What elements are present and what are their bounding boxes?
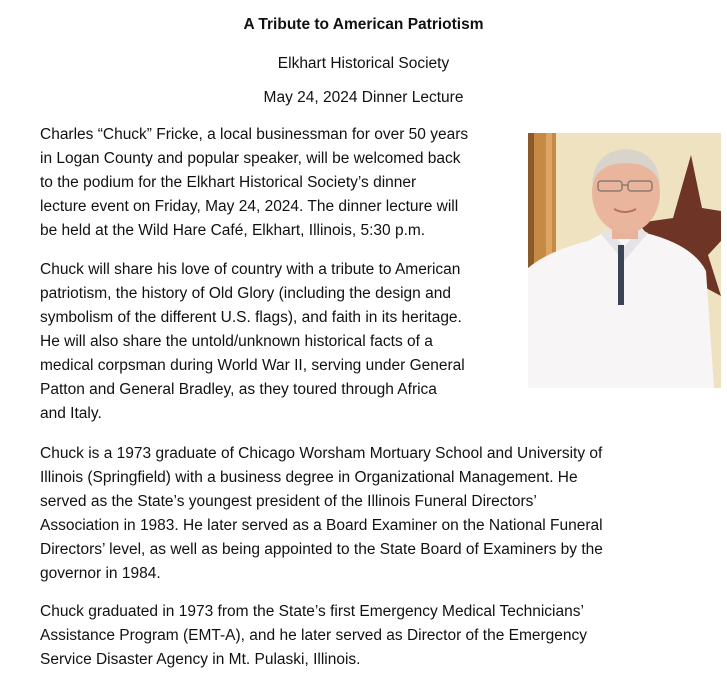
text-line: Association in 1983. He later served as a Board Examiner on the National Funeral: [40, 517, 603, 534]
text-line: lecture event on Friday, May 24, 2024. The dinner lecture will: [40, 198, 459, 215]
text-line: Assistance Program (EMT-A), and he later served as Director of the Emergency: [40, 627, 588, 644]
text-line: Chuck is a 1973 graduate of Chicago Worsham Mortuary School and University of: [40, 445, 603, 462]
text-line: Directors’ level, as well as being appointed to the State Board of Examiners by the: [40, 541, 603, 558]
event-subtitle: May 24, 2024 Dinner Lecture: [263, 89, 464, 106]
text-line: patriotism, the history of Old Glory (including the design and: [40, 285, 451, 302]
text-line: to the podium for the Elkhart Historical Society’s dinner: [40, 174, 417, 191]
paragraph-emt: [40, 600, 587, 672]
text-line: governor in 1984.: [40, 565, 161, 582]
text-line: Chuck graduated in 1973 from the State’s first Emergency Medical Technicians’: [40, 603, 584, 620]
text-line: Illinois (Springfield) with a business degree in Organizational Management. He: [40, 469, 578, 486]
document-title: A Tribute to American Patriotism: [243, 16, 484, 33]
text-line: He will also share the untold/unknown historical facts of a: [40, 333, 433, 350]
text-line: served as the State’s youngest president of the Illinois Funeral Directors’: [40, 493, 537, 510]
text-line: be held at the Wild Hare Café, Elkhart, Illinois, 5:30 p.m.: [40, 222, 426, 239]
text-line: Service Disaster Agency in Mt. Pulaski, Illinois.: [40, 651, 361, 668]
portrait-illustration: [528, 133, 721, 388]
paragraph-intro: [40, 123, 468, 243]
text-line: Charles “Chuck” Fricke, a local businessman for over 50 years: [40, 126, 469, 143]
speaker-photo: [528, 133, 721, 388]
text-line: in Logan County and popular speaker, will be welcomed back: [40, 150, 461, 167]
text-line: Patton and General Bradley, as they toured through Africa: [40, 381, 437, 398]
text-line: Chuck will share his love of country with a tribute to American: [40, 261, 461, 278]
text-line: medical corpsman during World War II, serving under General: [40, 357, 465, 374]
paragraph-education: [40, 442, 603, 586]
text-line: and Italy.: [40, 405, 102, 422]
text-line: symbolism of the different U.S. flags), and faith in its heritage.: [40, 309, 462, 326]
paragraph-topic: [40, 258, 465, 426]
organization-name: Elkhart Historical Society: [277, 55, 450, 72]
